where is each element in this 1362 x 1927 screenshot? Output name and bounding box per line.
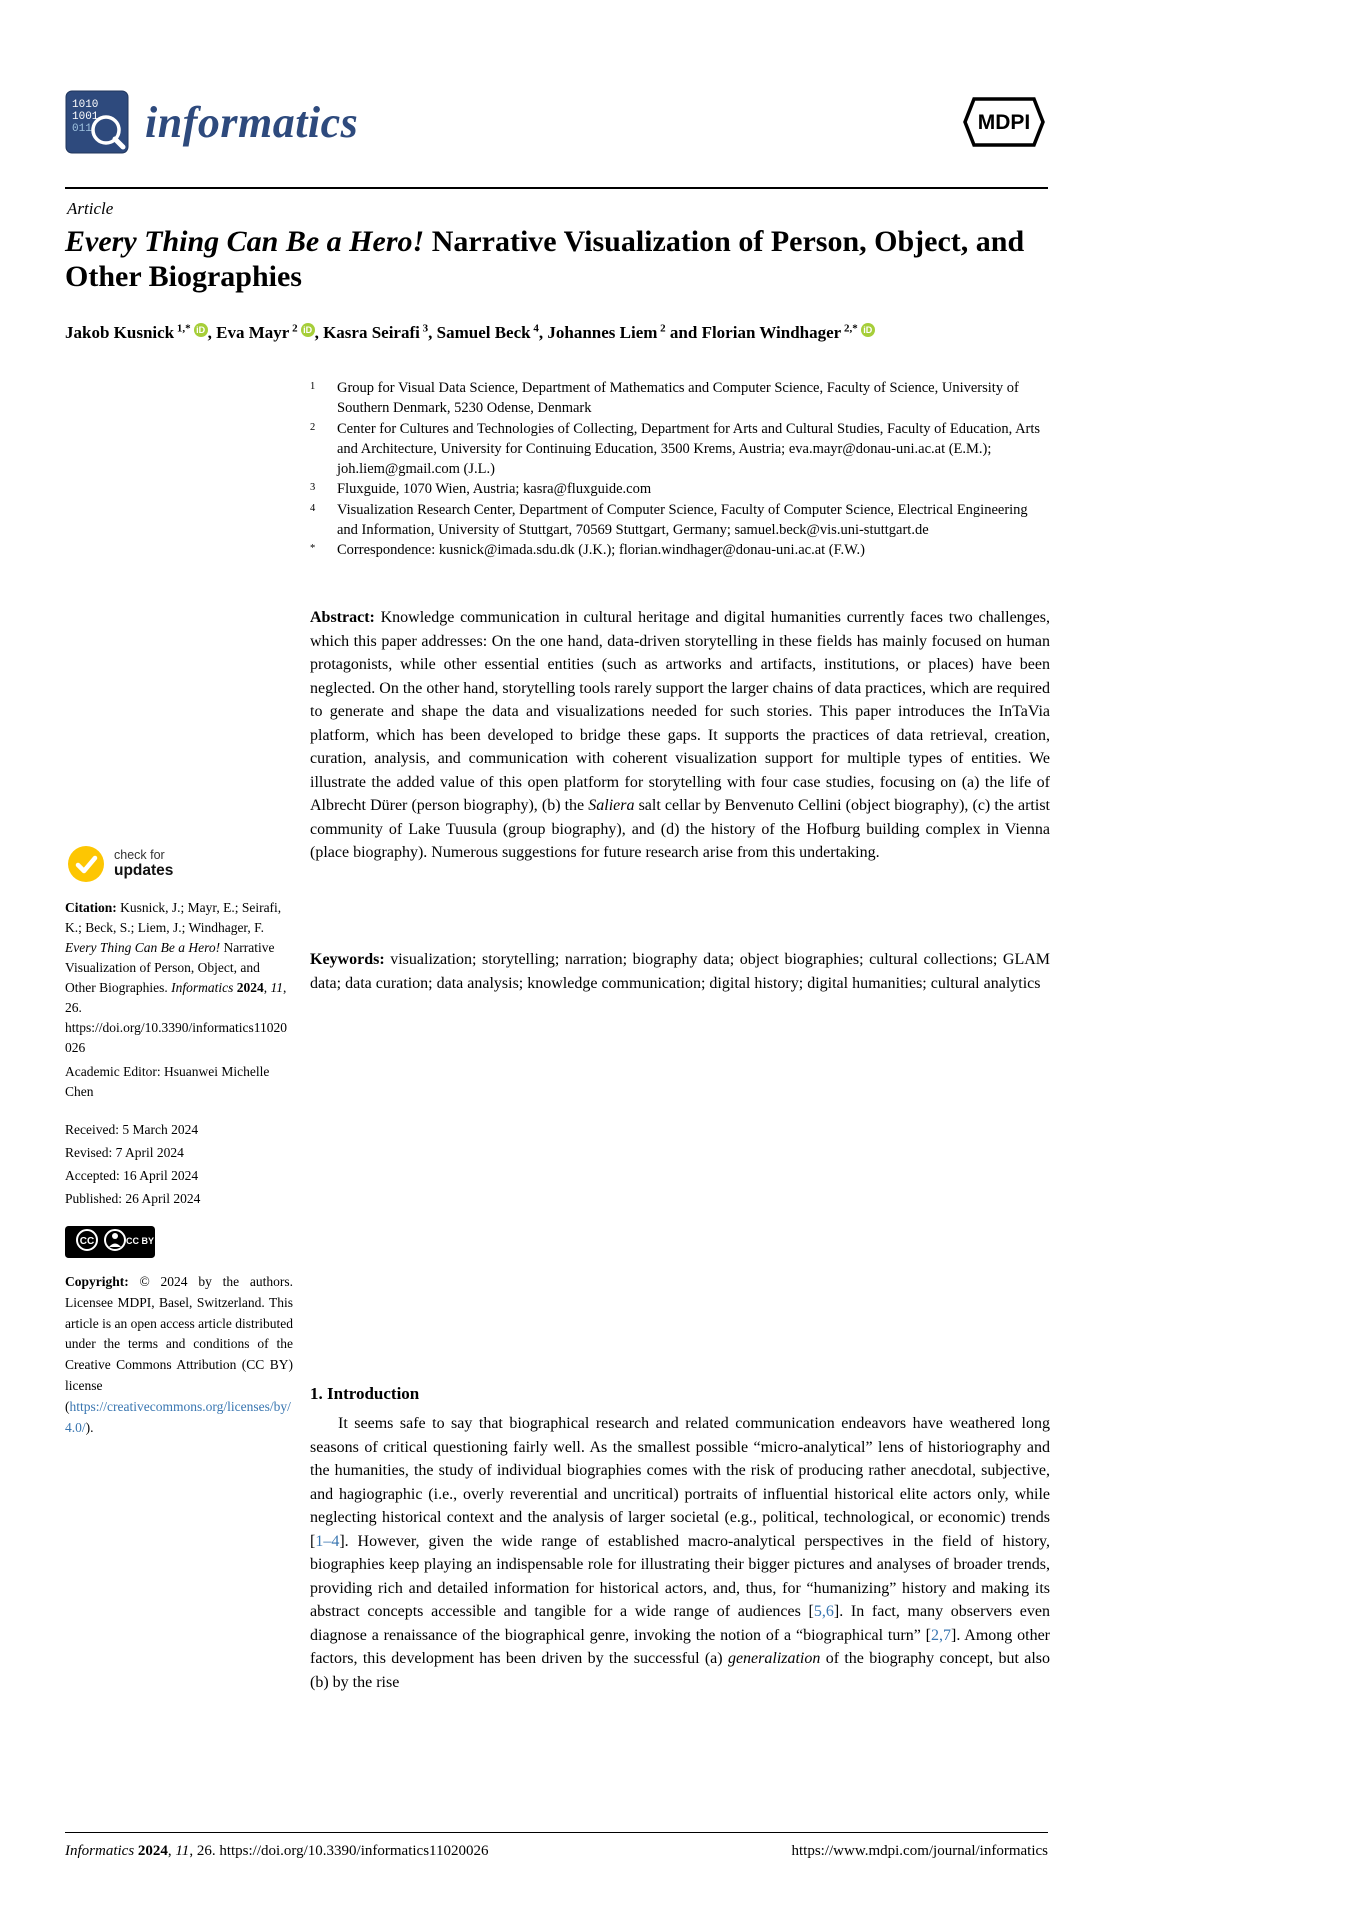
journal-logo-block[interactable] — [65, 90, 358, 154]
correspondence-text: Correspondence: kusnick@imada.sdu.dk (J.K.); florian.windhager@donau-uni.ac.at (F.W.) — [337, 542, 865, 559]
affiliation-row — [310, 479, 1050, 499]
text-segment: Kusnick, J.; Mayr, E.; Seirafi, K.; Beck, S.; Liem, J.; Windhager, F. — [65, 900, 282, 935]
article-title — [65, 224, 1048, 295]
affiliation-text: Group for Visual Data Science, Department of Mathematics and Computer Science, Faculty of Science, University of Southern Denmark, 5230 Odense, Denmark — [337, 380, 1019, 417]
hyperlink[interactable]: https://creativecommons.org/licenses/by/4.0/ — [65, 1398, 291, 1435]
affiliation-text: Center for Cultures and Technologies of Collecting, Department for Arts and Cultural Studies, Faculty of Education, Arts and Architecture, University for Continuing Education, 3500 Krems, Austria; eva.mayr@donau-uni.ac.at (E.M.); joh.liem@gmail.com (J.L.) — [337, 420, 1041, 478]
affiliation-marker: 2 — [310, 421, 316, 433]
author-name: Johannes Liem — [547, 323, 658, 342]
author-separator: and — [665, 323, 702, 342]
article-title-rest: Narrative Visualization of Person, Object, and Other Biographies — [65, 225, 1025, 294]
reference-link[interactable]: 1–4 — [315, 1532, 340, 1550]
author-separator: , — [538, 323, 548, 342]
author-name: Kasra Seirafi — [323, 323, 420, 342]
orcid-icon[interactable]: iD — [301, 323, 315, 337]
academic-editor: Academic Editor: Hsuanwei Michelle Chen — [65, 1064, 270, 1099]
header-divider — [65, 187, 1048, 189]
check-for-updates-badge[interactable] — [67, 845, 173, 883]
text-segment: It seems safe to say that biographical research and related communication endeavors have weathered long seasons of critical questioning fairly well. As the smallest possible “micro-analytical” lens of historiography and the humanities, the study of individual biographies comes with the risk of producing rather anecdotal, subjective, and hagiographic (i.e., overly reverential and uncritical) portraits of influential historical elite actors only, while neglecting historical context and the analysis of larger societal (e.g., political, technological, or economic) trends [ — [310, 1415, 1050, 1550]
author-affiliation-sup: 4 — [530, 322, 539, 335]
text-segment: 11 — [175, 1843, 190, 1859]
text-segment: , — [167, 1843, 176, 1859]
text-segment: ]. However, given the wide range of established macro-analytical perspectives in the field of history, biographies keep playing an indispensable role for illustrating their bigger pictures and analyses of broader trends, providing rich and detailed information for historical actors, and, thus, for “humanizing” history and making its abstract concepts accessible and tangible for a wide range of audiences [ — [310, 1532, 1050, 1620]
journal-header — [65, 90, 1048, 154]
text-segment: , — [263, 980, 271, 995]
svg-text:MDPI: MDPI — [977, 111, 1031, 134]
text-segment: of the biography concept, but also (b) by the rise — [310, 1650, 1050, 1691]
author-separator: , — [314, 323, 324, 342]
text-segment: ]. In fact, many observers even diagnose a renaissance of the biographical genre, invoking the notion of a “biographical turn” [ — [310, 1603, 1050, 1644]
citation-label: Citation: — [65, 900, 117, 915]
revised-date: Revised: 7 April 2024 — [65, 1145, 184, 1160]
author-name: Florian Windhager — [701, 323, 842, 342]
correspondence-marker: * — [310, 543, 316, 555]
author-affiliation-sup: 1,* — [174, 322, 191, 335]
author-name: Samuel Beck — [436, 323, 531, 342]
affiliation-marker: 1 — [310, 381, 316, 392]
check-for-label: check for — [114, 847, 165, 862]
author-affiliation-sup: 2 — [289, 322, 298, 335]
author-separator: , — [207, 323, 217, 342]
introduction-paragraph — [310, 1412, 1050, 1694]
abstract — [310, 606, 1050, 865]
text-segment: Copyright: — [65, 1274, 129, 1289]
svg-text:1010: 1010 — [72, 99, 99, 111]
text-segment: Saliera — [588, 797, 635, 814]
affiliation-text: Visualization Research Center, Department of Computer Science, Faculty of Computer Science, Electrical Engineering and Information, University of Stuttgart, 70569 Stuttgart, Germany; samuel.beck@vis.uni-stuttgart.de — [337, 501, 1028, 539]
author-affiliation-sup: 3 — [419, 322, 429, 335]
mdpi-logo[interactable] — [960, 92, 1048, 152]
text-segment: Knowledge communication in cultural heritage and digital humanities currently faces two challenges, which this paper addresses: On the one hand, data-driven storytelling in these fields has mainly focused on human protagonists, while other essential entities (such as artworks and artifacts, institutions, or places) have been neglected. On the other hand, storytelling tools rarely support the larger chains of data practices, which are required to generate and shape the data and visualizations needed for such stories. This paper introduces the InTaVia platform, which has been developed to bridge these gaps. It supports the practices of data retrieval, creation, curation, analysis, and communication with coherent visualization support for multiple types of entities. We illustrate the added value of this open platform for storytelling with four case studies, focusing on (a) the life of Albrecht Dürer (person biography), (b) the — [310, 609, 1050, 814]
keywords-label: Keywords: — [310, 951, 385, 968]
page-footer — [65, 1843, 1048, 1860]
orcid-icon[interactable]: iD — [194, 323, 208, 337]
text-segment: Every Thing Can Be a Hero! — [65, 940, 221, 955]
reference-link[interactable]: 5,6 — [813, 1603, 834, 1620]
footer-citation[interactable] — [65, 1843, 488, 1860]
text-segment: 2024 — [236, 980, 264, 995]
affiliation-marker: 4 — [310, 502, 316, 514]
affiliations — [310, 378, 1050, 561]
text-segment: Informatics — [171, 980, 234, 995]
citation-block — [65, 898, 293, 1058]
svg-text:1001: 1001 — [72, 111, 99, 123]
text-segment: Informatics — [65, 1843, 135, 1859]
footer-divider — [65, 1832, 1048, 1833]
correspondence-row — [310, 540, 1050, 560]
affiliation-row — [310, 378, 1050, 419]
affiliation-marker: 3 — [310, 482, 316, 494]
published-date: Published: 26 April 2024 — [65, 1191, 201, 1206]
check-icon — [67, 845, 105, 883]
abstract-label: Abstract: — [310, 609, 375, 626]
svg-text:CC: CC — [79, 1236, 95, 1247]
footer-journal-url[interactable]: https://www.mdpi.com/journal/informatics — [791, 1843, 1048, 1859]
article-title-italic-part: Every Thing Can Be a Hero! — [65, 225, 425, 258]
text-segment: 11 — [270, 980, 283, 995]
abstract-text — [310, 609, 1050, 861]
svg-text:CC BY: CC BY — [125, 1236, 155, 1246]
updates-label: updates — [114, 862, 174, 880]
affiliation-row — [310, 500, 1050, 541]
text-segment: ]. Among other factors, this development has been driven by the successful (a) — [310, 1626, 1050, 1667]
section-1-heading: 1. Introduction — [310, 1384, 420, 1403]
text-segment: , 26. https://doi.org/10.3390/informatics11020026 — [65, 980, 287, 1055]
author-separator: , — [428, 323, 437, 342]
history-dates — [65, 1118, 293, 1210]
reference-link[interactable]: 2,7 — [930, 1626, 951, 1644]
keywords-text: visualization; storytelling; narration; biography data; object biographies; cultural collections; GLAM data; data curation; data analysis; knowledge communication; digital history; digital humanities; cultural analytics — [310, 951, 1050, 992]
text-segment: , 26. https://doi.org/10.3390/informatics11020026 — [189, 1843, 489, 1859]
accepted-date: Accepted: 16 April 2024 — [65, 1168, 199, 1183]
author-name: Jakob Kusnick — [65, 323, 175, 342]
author-name: Eva Mayr — [216, 323, 290, 342]
keywords — [310, 948, 1050, 995]
authors-line — [65, 321, 1048, 345]
text-segment: generalization — [727, 1650, 821, 1667]
text-segment: ). — [85, 1419, 94, 1435]
copyright-block — [65, 1272, 293, 1438]
author-affiliation-sup: 2,* — [841, 322, 858, 335]
informatics-logo-icon — [65, 90, 129, 154]
text-segment: Narrative Visualization of Person, Object, and Other Biographies. — [65, 940, 275, 995]
cc-by-license-icon[interactable] — [65, 1226, 155, 1258]
affiliation-row — [310, 419, 1050, 480]
journal-name: informatics — [145, 97, 359, 147]
citation-text — [65, 900, 287, 1055]
author-affiliation-sup: 2 — [657, 322, 666, 335]
svg-text:011: 011 — [72, 123, 92, 135]
affiliation-text: Fluxguide, 1070 Wien, Austria; kasra@fluxguide.com — [337, 481, 652, 498]
text-segment: © 2024 by the authors. Licensee MDPI, Basel, Switzerland. This article is an open access article distributed under the terms and conditions of the Creative Commons Attribution (CC BY) license ( — [65, 1274, 293, 1414]
orcid-icon[interactable]: iD — [861, 323, 875, 337]
article-type-label: Article — [67, 199, 114, 218]
text-segment: salt cellar by Benvenuto Cellini (object biography), (c) the artist community of Lake Tuusula (group biography), and (d) the history of the Hofburg building complex in Vienna (place biography). Numerous suggestions for future research arise from this undertaking. — [310, 797, 1050, 861]
received-date: Received: 5 March 2024 — [65, 1122, 199, 1137]
check-for-updates-text — [114, 848, 173, 880]
text-segment: 2024 — [137, 1843, 168, 1859]
